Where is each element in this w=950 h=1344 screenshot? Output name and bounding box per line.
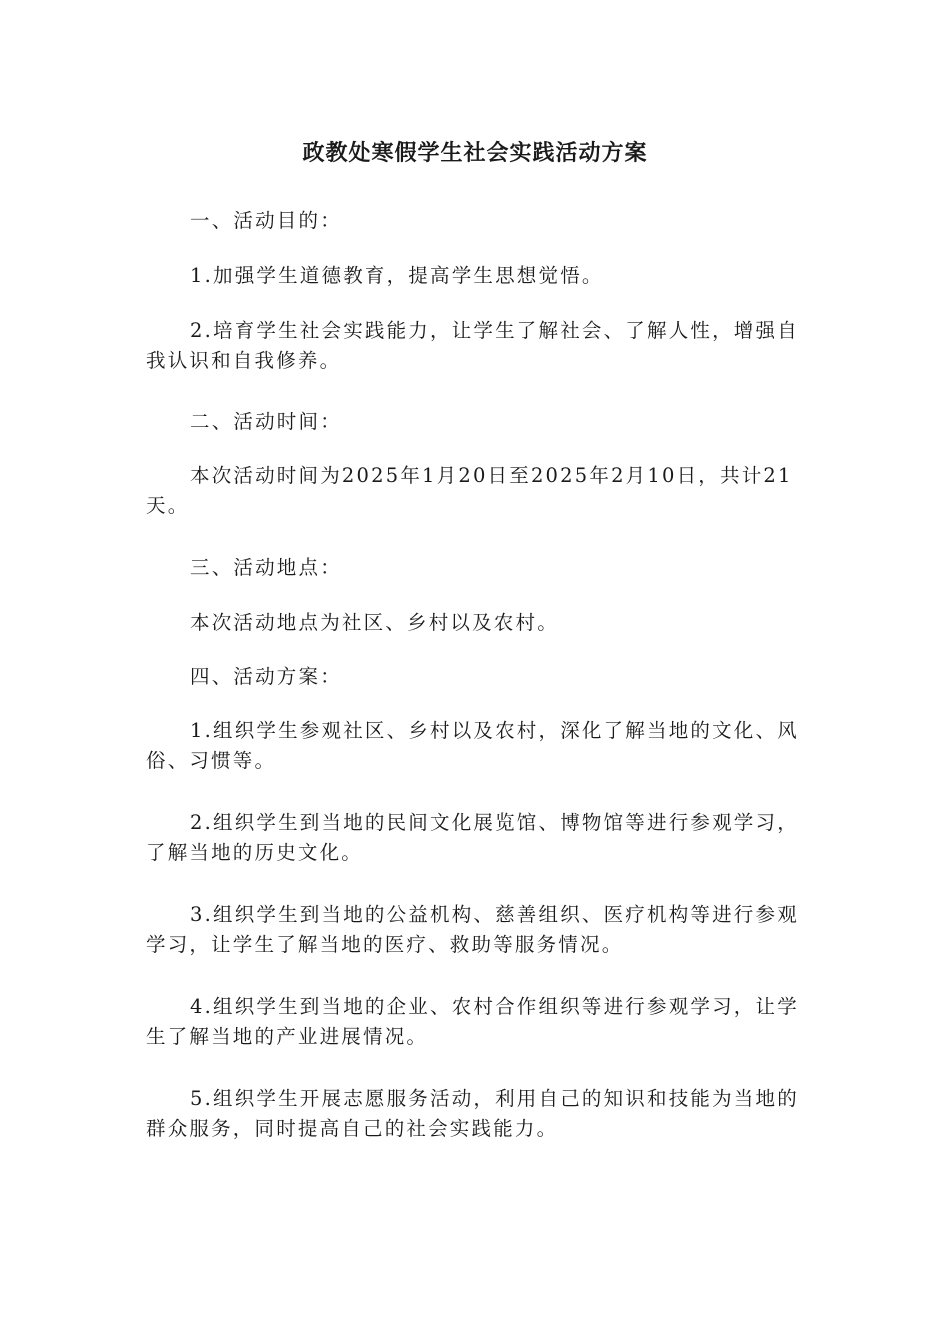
paragraph-plan-4: 4.组织学生到当地的企业、农村合作组织等进行参观学习，让学生了解当地的产业进展情况。 (146, 995, 799, 1048)
document-title: 政教处寒假学生社会实践活动方案 (302, 141, 648, 166)
paragraph-location: 本次活动地点为社区、乡村以及农村。 (190, 611, 559, 634)
section-heading-plan: 四、活动方案： (190, 665, 342, 688)
paragraph-purpose-1: 1.加强学生道德教育，提高学生思想觉悟。 (190, 264, 604, 287)
paragraph-plan-2: 2.组织学生到当地的民间文化展览馆、博物馆等进行参观学习，了解当地的历史文化。 (146, 811, 799, 864)
paragraph-plan-3: 3.组织学生到当地的公益机构、慈善组织、医疗机构等进行参观学习，让学生了解当地的医疗、救助等服务情况。 (146, 903, 799, 956)
section-heading-purpose: 一、活动目的： (190, 209, 342, 232)
paragraph-time: 本次活动时间为2025年1月20日至2025年2月10日，共计21天。 (146, 464, 793, 517)
paragraph-plan-1: 1.组织学生参观社区、乡村以及农村，深化了解当地的文化、风俗、习惯等。 (146, 719, 799, 772)
paragraph-purpose-2: 2.培育学生社会实践能力，让学生了解社会、了解人性，增强自我认识和自我修养。 (146, 319, 799, 372)
section-heading-time: 二、活动时间： (190, 410, 342, 433)
paragraph-plan-5: 5.组织学生开展志愿服务活动，利用自己的知识和技能为当地的群众服务，同时提高自己的社会实践能力。 (146, 1087, 799, 1140)
section-heading-location: 三、活动地点： (190, 556, 342, 579)
